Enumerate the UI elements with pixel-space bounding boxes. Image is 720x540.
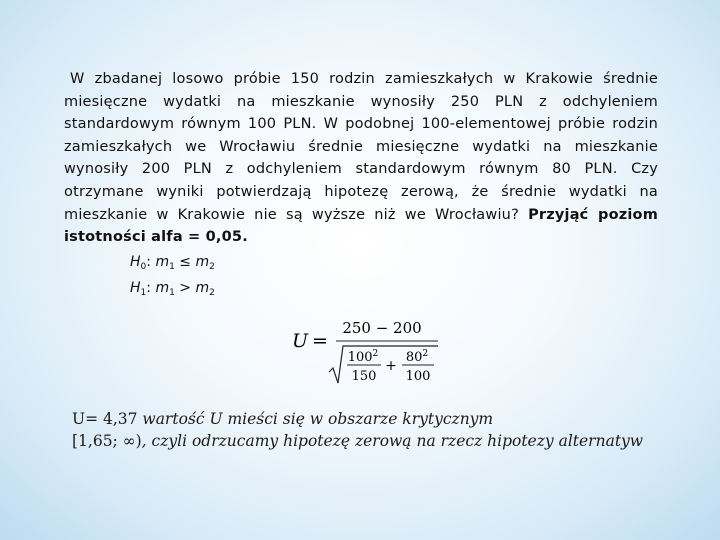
problem-text: W zbadanej losowo próbie 150 rodzin zamieszkałych w Krakowie średnie miesięczne wydatki na mieszkanie wynosiły 250 PLN z odchyleniem standardowym równym 100 PLN. W podobnej 100-elementowej próbie rodzin zamieszkałych we Wrocławiu średnie miesięczne wydatki na mieszkanie wynosiły 200 PLN z odchyleniem standardowym równym 80 PLN. Czy otrzymane wyniki potwierdzają hipotezę zerową, że średnie wydatki na mieszkanie w Krakowie nie są wyższe niż we Wrocławiu? <box>64 71 658 223</box>
term2-numerator: $80^2$ <box>405 349 429 365</box>
h1-m1: m <box>155 280 170 296</box>
term1-numerator: $100^2$ <box>347 349 379 365</box>
h1-m1-subscript: 1 <box>169 288 175 298</box>
h1-m2: m <box>195 280 210 296</box>
significance-level-text: Przyjąć poziom istotności alfa = 0,05. <box>64 206 659 246</box>
h1-colon: : <box>146 280 151 296</box>
result-decision-text: , czyli odrzucamy hipotezę zerową na rzecz hipotezy alternatyw <box>141 432 644 450</box>
h0-subscript: 0 <box>140 262 147 272</box>
result-critical-region-text: wartość U mieści się w obszarze krytycznym <box>142 410 494 428</box>
h0-m2-subscript: 2 <box>209 262 215 272</box>
h0-m1-subscript: 1 <box>169 262 175 272</box>
formula-equals: = <box>312 330 328 352</box>
result-conclusion <box>72 408 672 452</box>
critical-interval: [1,65; ∞) <box>72 432 142 450</box>
alternative-hypothesis <box>130 278 215 304</box>
result-line-1 <box>72 408 672 430</box>
h1-m2-subscript: 2 <box>209 288 215 298</box>
h0-operator: ≤ <box>179 254 191 270</box>
h1-subscript: 1 <box>140 288 147 298</box>
formula-numerator: 250 − 200 <box>342 319 422 337</box>
test-statistic-formula <box>290 316 450 396</box>
formula-lhs: U <box>292 330 309 352</box>
hypotheses <box>130 252 215 304</box>
h0-m1: m <box>155 254 170 270</box>
term1-denominator: 150 <box>351 369 377 384</box>
result-value: U= 4,37 <box>72 410 143 428</box>
h1-operator: > <box>179 280 191 296</box>
null-hypothesis <box>130 252 215 278</box>
h0-symbol: H <box>130 254 141 270</box>
formula-plus: + <box>385 358 397 374</box>
h1-symbol: H <box>130 280 141 296</box>
term2-denominator: 100 <box>405 369 431 384</box>
h0-m2: m <box>195 254 210 270</box>
problem-statement <box>64 68 658 249</box>
h0-colon: : <box>146 254 151 270</box>
result-line-2 <box>72 430 672 452</box>
